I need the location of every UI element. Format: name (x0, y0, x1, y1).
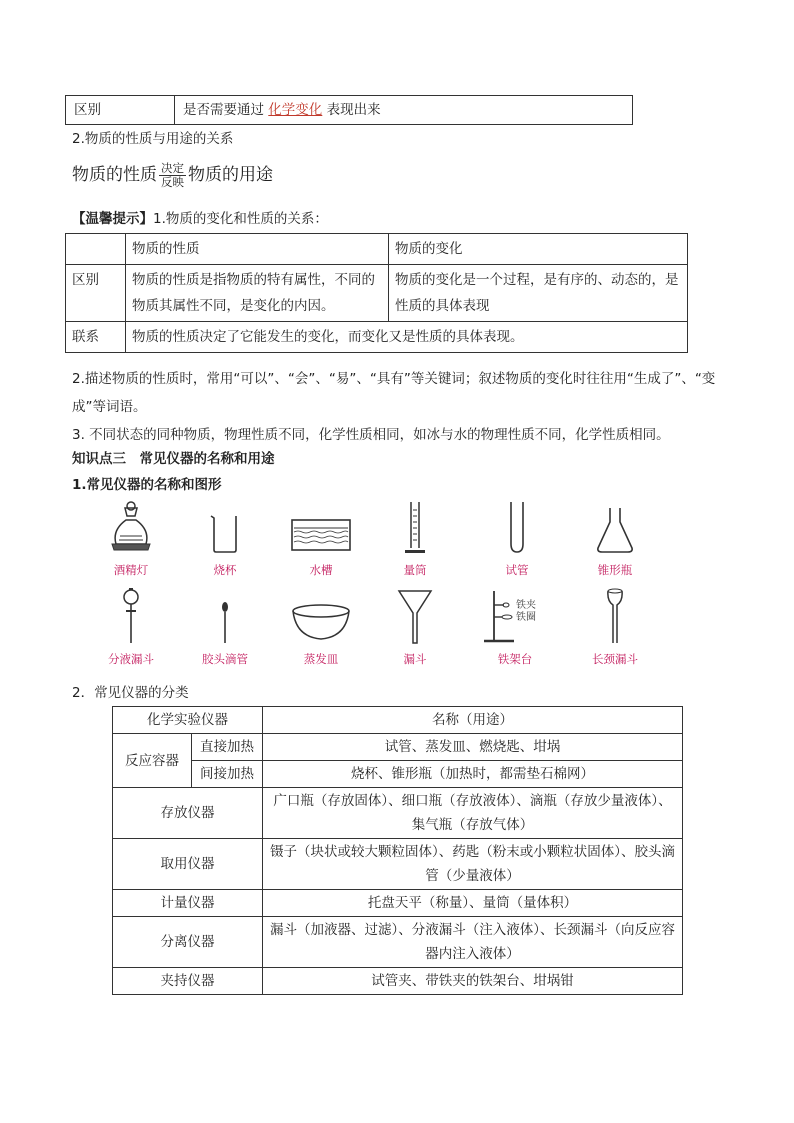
dropper-icon (210, 587, 240, 645)
items-storage: 广口瓶（存放固体）、细口瓶（存放液体）、滴瓶（存放少量液体）、集气瓶（存放气体） (263, 788, 683, 839)
subtitle-instruments: 1.常见仪器的名称和图形 (72, 477, 222, 493)
row-relation-label: 联系 (66, 322, 126, 353)
instrument-graduated-cylinder (360, 500, 470, 578)
caption-iron-stand: 铁架台 (497, 652, 533, 666)
distinction-table (65, 95, 633, 125)
items-separation: 漏斗（加液器、过滤）、分液漏斗（注入液体）、长颈漏斗（向反应容器内注入液体） (263, 917, 683, 968)
relation-right: 物质的用途 (188, 165, 273, 185)
chemical-change-underlined: 化学变化 (268, 102, 323, 118)
instrument-funnel (360, 587, 470, 667)
items-holding: 试管夹、带铁夹的铁架台、坩埚钳 (263, 968, 683, 995)
caption-alcohol-lamp: 酒精灯 (113, 563, 149, 577)
relation-formula (72, 160, 273, 189)
caption-separatory-funnel: 分液漏斗 (108, 652, 154, 666)
paragraph-2: 2.描述物质的性质时，常用“可以”、“会”、“易”、“具有”等关键词；叙述物质的变化时往往用“生成了”、“变成”等词语。 (72, 371, 716, 415)
tip-prefix: 【温馨提示】 (72, 211, 153, 227)
distinction-label: 区别 (66, 96, 175, 125)
header-property: 物质的性质 (126, 234, 389, 265)
items-indirect-heat: 烧杯、锥形瓶（加热时，都需垫石棉网） (263, 761, 683, 788)
funnel-icon (395, 587, 435, 645)
iron-stand-icon (480, 587, 550, 645)
items-taking: 镊子（块状或较大颗粒固体）、药匙（粉末或小颗粒状固体）、胶头滴管（少量液体） (263, 839, 683, 890)
row-relation-text: 物质的性质决定了它能发生的变化，而变化又是性质的具体表现。 (126, 322, 688, 353)
instrument-iron-stand (460, 587, 570, 667)
tip-line (72, 207, 328, 227)
graduated-cylinder-icon (400, 500, 430, 556)
cat-measuring: 计量仪器 (113, 890, 263, 917)
caption-funnel: 漏斗 (403, 652, 427, 666)
cat-reaction: 反应容器 (113, 734, 192, 788)
alcohol-lamp-icon (106, 500, 156, 556)
property-change-table (65, 233, 688, 353)
relation-below: 反映 (161, 174, 184, 189)
cat-separation: 分离仪器 (113, 917, 263, 968)
text-before: 是否需要通过 (183, 102, 264, 118)
separatory-funnel-icon (111, 587, 151, 645)
label-iron-clamp: 铁夹 (516, 600, 536, 611)
caption-graduated-cylinder: 量筒 (403, 563, 427, 577)
tip-text: 1.物质的变化和性质的关系： (153, 211, 328, 227)
caption-long-neck-funnel: 长颈漏斗 (592, 652, 638, 666)
cat-storage: 存放仪器 (113, 788, 263, 839)
cat-taking: 取用仪器 (113, 839, 263, 890)
caption-test-tube: 试管 (505, 563, 529, 577)
row-distinction-change: 物质的变化是一个过程，是有序的、动态的，是性质的具体表现 (389, 265, 688, 322)
cat-holding: 夹持仪器 (113, 968, 263, 995)
beaker-icon (205, 500, 245, 556)
caption-conical-flask: 锥形瓶 (597, 563, 633, 577)
header-empty (66, 234, 126, 265)
text-after: 表现出来 (326, 102, 381, 118)
paragraph-3: 3. 不同状态的同种物质，物理性质不同，化学性质相同，如冰与水的物理性质不同，化学性质相同。 (72, 427, 670, 443)
relation-above: 决定 (161, 160, 184, 175)
subtitle-classification: 2．常见仪器的分类 (72, 685, 189, 701)
row-distinction-property: 物质的性质是指物质的特有属性，不同的物质其属性不同，是变化的内因。 (126, 265, 389, 322)
items-direct-heat: 试管、蒸发皿、燃烧匙、坩埚 (263, 734, 683, 761)
long-neck-funnel-icon (595, 587, 635, 645)
relation-left: 物质的性质 (72, 165, 157, 185)
header-name-use: 名称（用途） (263, 707, 683, 734)
caption-evaporating-dish: 蒸发皿 (303, 652, 339, 666)
header-instrument: 化学实验仪器 (113, 707, 263, 734)
conical-flask-icon (593, 500, 637, 556)
sub-indirect-heat: 间接加热 (192, 761, 263, 788)
evaporating-dish-icon (288, 587, 354, 645)
caption-water-trough: 水槽 (309, 563, 333, 577)
test-tube-icon (502, 500, 532, 556)
items-measuring: 托盘天平（称量）、量筒（量体积） (263, 890, 683, 917)
relation-arrow (159, 162, 186, 189)
sub-direct-heat: 直接加热 (192, 734, 263, 761)
instrument-beaker (170, 500, 280, 578)
water-trough-icon (288, 500, 354, 556)
row-distinction-label: 区别 (66, 265, 126, 322)
instrument-conical-flask (560, 500, 670, 578)
line-2: 2.物质的性质与用途的关系 (72, 131, 234, 147)
instrument-dropper (170, 587, 280, 667)
distinction-text (175, 96, 633, 125)
section-title: 知识点三 常见仪器的名称和用途 (72, 451, 275, 467)
header-change: 物质的变化 (389, 234, 688, 265)
instrument-long-neck-funnel (560, 587, 670, 667)
label-iron-ring: 铁圈 (516, 612, 536, 623)
instrument-test-tube (462, 500, 572, 578)
caption-beaker: 烧杯 (213, 563, 237, 577)
instrument-classification-table (112, 706, 683, 995)
caption-dropper: 胶头滴管 (202, 652, 248, 666)
